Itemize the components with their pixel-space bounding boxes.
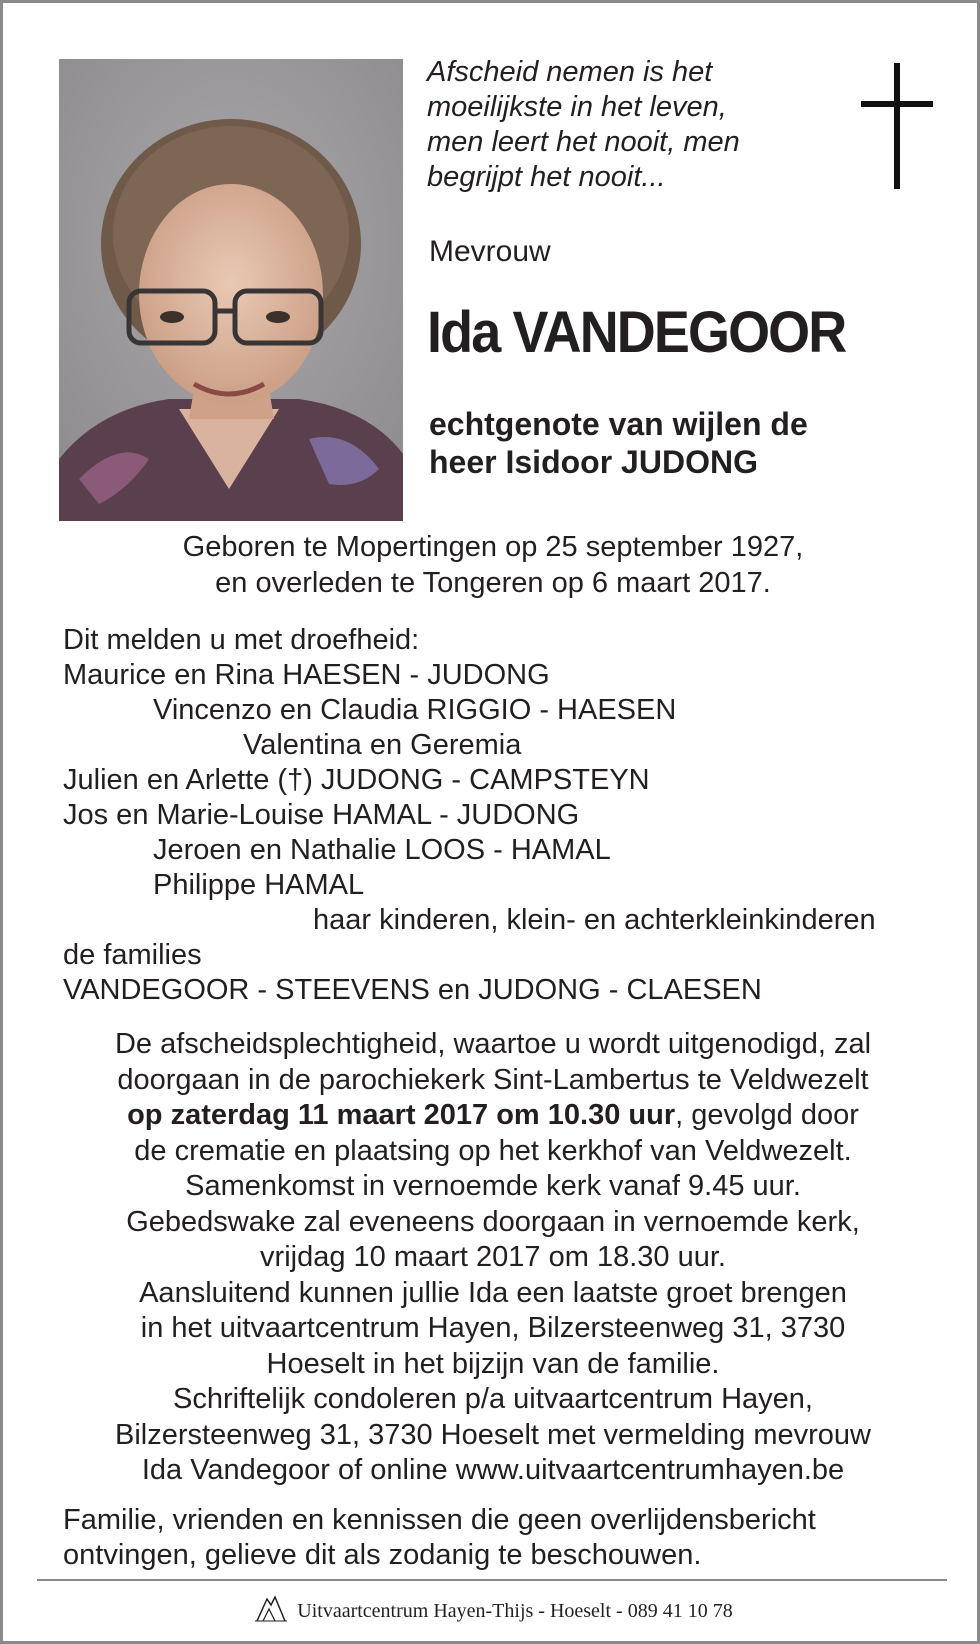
ceremony-line: Aansluitend kunnen jullie Ida een laatste groet brengen xyxy=(139,1276,847,1309)
quote-line: moeilijkste in het leven, xyxy=(427,91,727,123)
family-line: VANDEGOOR - STEEVENS en JUDONG - CLAESEN xyxy=(63,974,762,1006)
family-line: Jos en Marie-Louise HAMAL - JUDONG xyxy=(63,799,580,831)
family-list xyxy=(63,623,876,1008)
farewell-quote xyxy=(427,55,807,195)
ceremony-line: doorgaan in de parochiekerk Sint-Lambertus te Veldwezelt xyxy=(117,1063,869,1096)
ceremony-line: Hoeselt in het bijzijn van de familie. xyxy=(266,1347,720,1380)
footer-text: Uitvaartcentrum Hayen-Thijs - Hoeselt - 089 41 10 78 xyxy=(297,1600,733,1622)
family-line: Valentina en Geremia xyxy=(243,729,522,761)
honorific: Mevrouw xyxy=(429,235,551,268)
ceremony-line: vrijdag 10 maart 2017 om 18.30 uur. xyxy=(260,1241,726,1273)
ceremony-line xyxy=(43,1098,943,1134)
latin-cross-icon xyxy=(861,63,933,191)
deceased-name: Ida VANDEGOOR xyxy=(427,300,846,365)
family-line: Philippe HAMAL xyxy=(153,869,365,901)
ceremony-details xyxy=(43,1027,943,1489)
birth-line: Geboren te Mopertingen op 25 september 1927, xyxy=(182,531,804,563)
ceremony-line: in het uitvaartcentrum Hayen, Bilzersteenweg 31, 3730 xyxy=(140,1312,846,1344)
quote-line: begrijpt het nooit... xyxy=(427,161,666,193)
ceremony-line-rest: , gevolgd door xyxy=(675,1099,859,1131)
funeral-home-footer xyxy=(3,1595,980,1623)
family-line: haar kinderen, klein- en achterkleinkinderen xyxy=(313,904,876,936)
quote-line: Afscheid nemen is het xyxy=(427,56,713,88)
family-line: Jeroen en Nathalie LOOS - HAMAL xyxy=(153,834,611,866)
death-line: en overleden te Tongeren op 6 maart 2017. xyxy=(215,567,771,599)
spouse-line: echtgenote van wijlen de xyxy=(429,406,808,442)
portrait-image xyxy=(59,59,403,521)
funeral-home-logo-icon xyxy=(253,1595,289,1623)
footer-divider xyxy=(37,1579,947,1581)
closing-line: ontvingen, gelieve dit als zodanig te beschouwen. xyxy=(63,1539,702,1571)
ceremony-line: De afscheidsplechtigheid, waartoe u wordt uitgenodigd, zal xyxy=(114,1028,872,1060)
portrait-photo xyxy=(59,59,403,521)
ceremony-line: Schriftelijk condoleren p/a uitvaartcentrum Hayen, xyxy=(173,1383,813,1415)
spouse-line: heer Isidoor JUDONG xyxy=(429,444,758,480)
ceremony-line: de crematie en plaatsing op het kerkhof van Veldwezelt. xyxy=(134,1134,852,1167)
ceremony-date-time: op zaterdag 11 maart 2017 om 10.30 uur xyxy=(127,1099,676,1131)
family-line: Julien en Arlette (†) JUDONG - CAMPSTEYN xyxy=(63,764,650,796)
family-line: de families xyxy=(63,939,202,971)
ceremony-line: Bilzersteenweg 31, 3730 Hoeselt met vermelding mevrouw xyxy=(115,1418,871,1451)
family-line: Maurice en Rina HAESEN - JUDONG xyxy=(63,659,550,691)
quote-line: men leert het nooit, men xyxy=(427,126,740,158)
closing-line: Familie, vrienden en kennissen die geen overlijdensbericht xyxy=(63,1504,816,1536)
ceremony-line: Ida Vandegoor of online www.uitvaartcentrumhayen.be xyxy=(141,1454,845,1486)
family-line: Vincenzo en Claudia RIGGIO - HAESEN xyxy=(153,694,677,726)
ceremony-line: Samenkomst in vernoemde kerk vanaf 9.45 uur. xyxy=(185,1170,801,1202)
ceremony-line: Gebedswake zal eveneens doorgaan in vernoemde kerk, xyxy=(126,1205,860,1238)
birth-death-dates xyxy=(3,529,980,601)
closing-note xyxy=(63,1503,816,1573)
family-intro: Dit melden u met droefheid: xyxy=(63,624,420,656)
spouse-statement xyxy=(429,405,808,481)
